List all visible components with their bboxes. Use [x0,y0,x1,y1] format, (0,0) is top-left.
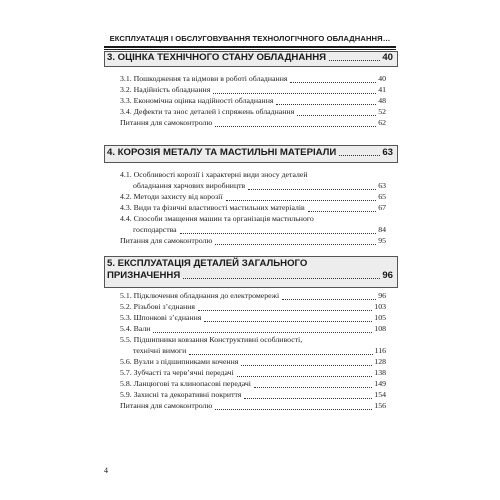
header-rule-thick [104,46,396,48]
toc-entry-5-9: 5.9. Захисні та декоративні покриття 154 [120,390,386,399]
toc-entry-5-2: 5.2. Різьбові з’єднання 103 [120,302,386,311]
toc-entry-3-2: 3.2. Надійність обладнання 41 [120,85,386,94]
dot-leader [329,60,380,61]
toc-entry-3-3: 3.3. Економічна оцінка надійності обладнання 48 [120,96,386,105]
page-number: 4 [104,466,108,475]
toc-entry-4-1: 4.1. Особливості корозії і характерні види зносу деталей обладнання харчових виробництв 63 [120,170,386,190]
toc-entry-4-3: 4.3. Види та фізичні властивості мастильних матеріалів 67 [120,203,386,212]
toc-entry-4-questions: Питання для самоконтролю 95 [120,236,386,245]
toc-entry-5-4: 5.4. Вали 108 [120,324,386,333]
chapter-page: 40 [382,52,393,63]
toc-entry-5-3: 5.3. Шпонкові з’єднання 105 [120,313,386,322]
toc-entry-4-2: 4.2. Методи захисту від корозії 65 [120,192,386,201]
toc-entry-5-7: 5.7. Зубчасті та черв’ячні передачі 138 [120,368,386,377]
running-header: ЕКСПЛУАТАЦІЯ І ОБСЛУГОВУВАННЯ ТЕХНОЛОГІЧНОГО ОБЛАДНАННЯ… [109,34,391,43]
toc-entry-3-4: 3.4. Дефекти та знос деталей і спряжень обладнання 52 [120,107,386,116]
toc-entry-5-1: 5.1. Підключення обладнання до електромережі 96 [120,291,386,300]
header-rule-thin [104,49,396,50]
dot-leader [183,278,380,279]
toc-entry-3-questions: Питання для самоконтролю 62 [120,118,386,127]
dot-leader [339,155,380,156]
chapter-4-heading: 4. КОРОЗІЯ МЕТАЛУ ТА МАСТИЛЬНІ МАТЕРІАЛИ 63 [107,147,393,158]
toc-entry-4-4: 4.4. Способи змащення машин та організація мастильного господарства 84 [120,214,386,234]
chapter-3-heading [107,52,393,63]
toc-entry-5-8: 5.8. Ланцюгові та клинопасові передачі 149 [120,379,386,388]
chapter-5-heading: 5. ЕКСПЛУАТАЦІЯ ДЕТАЛЕЙ ЗАГАЛЬНОГО ПРИЗНАЧЕННЯ 96 [107,258,393,281]
toc-entry-5-5: 5.5. Підшипники ковзання Конструктивні особливості, технічні вимоги 116 [120,335,386,355]
chapter-title: 3. ОЦІНКА ТЕХНІЧНОГО СТАНУ ОБЛАДНАННЯ [107,52,327,63]
toc-entry-5-questions: Питання для самоконтролю 156 [120,401,386,410]
toc-entry-5-6: 5.6. Вузли з підшипниками кочення 128 [120,357,386,366]
toc-entry-3-1: 3.1. Пошкодження та відмови в роботі обладнання 40 [120,74,386,83]
